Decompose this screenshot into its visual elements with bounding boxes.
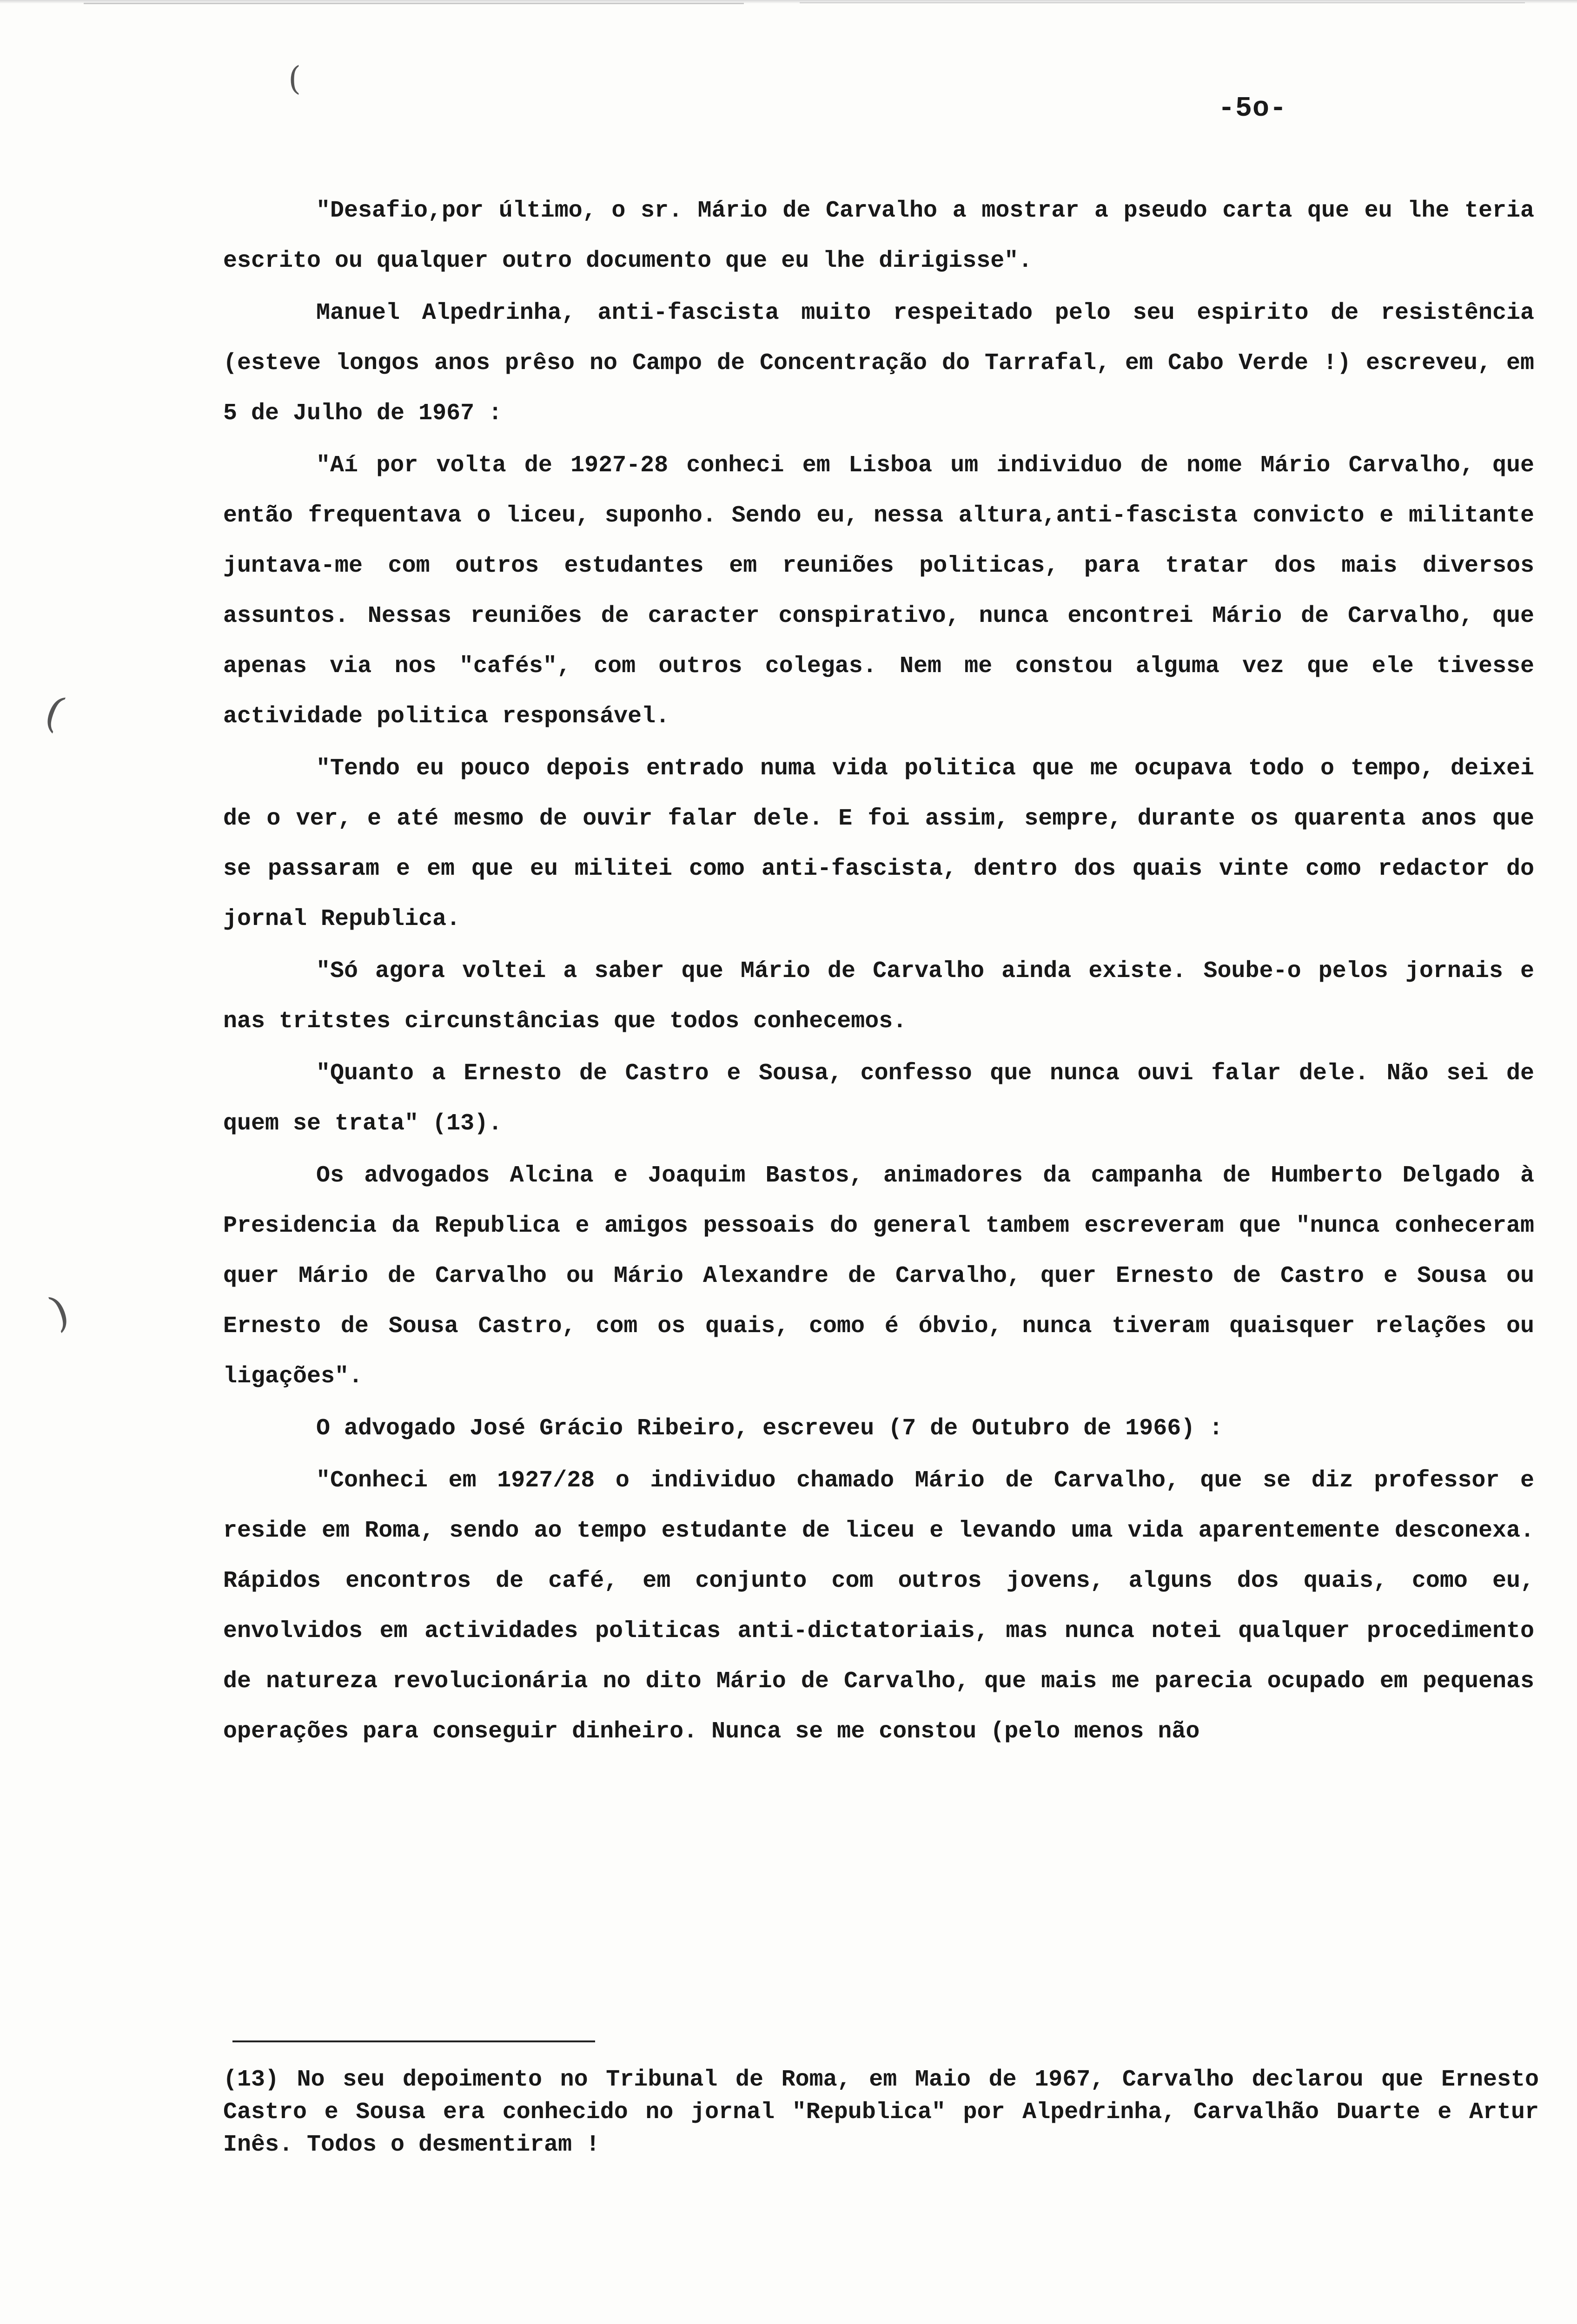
paragraph: "Aí por volta de 1927-28 conheci em Lisboa um individuo de nome Mário Carvalho, que então frequentava o liceu, suponho. Sendo eu, nessa altura,anti-fascista convicto e militante juntava-me com outros estudantes em reuniões politicas, para tratar dos mais diversos assuntos. Nessas reuniões de caracter conspirativo, nunca encontrei Mário de Carvalho, que apenas via nos "cafés", com outros colegas. Nem me constou alguma vez que ele tivesse actividade politica responsável. — [223, 452, 1534, 730]
paragraph: "Tendo eu pouco depois entrado numa vida politica que me ocupava todo o tempo, deixei de o ver, e até mesmo de ouvir falar dele. E foi assim, sempre, durante os quarenta anos que se passaram e em que eu militei como anti-fascista, dentro dos quais vinte como redactor do jornal Republica. — [223, 755, 1534, 932]
paragraph: "Só agora voltei a saber que Mário de Carvalho ainda existe. Soube-o pelos jornais e nas tritstes circunstâncias que todos conhecemos. — [223, 958, 1534, 1035]
scan-artifact-line — [800, 2, 1525, 3]
paragraph: "Desafio,por último, o sr. Mário de Carvalho a mostrar a pseudo carta que eu lhe teria escrito ou qualquer outro documento que eu lhe dirigisse". — [223, 198, 1534, 274]
body-text — [223, 186, 1534, 1759]
scan-mark: ( — [288, 59, 301, 98]
footnote: (13) No seu depoimento no Tribunal de Roma, em Maio de 1967, Carvalho declarou que Ernesto Castro e Sousa era conhecido no jornal "Republica" por Alpedrinha, Carvalhão Duarte e Artur Inês. Todos o desmentiram ! — [223, 2067, 1539, 2158]
paragraph: "Quanto a Ernesto de Castro e Sousa, confesso que nunca ouvi falar dele. Não sei de quem se trata" (13). — [223, 1060, 1534, 1137]
paragraph: Os advogados Alcina e Joaquim Bastos, animadores da campanha de Humberto Delgado à Presidencia da Republica e amigos pessoais do general tambem escreveram que "nunca conheceram quer Mário de Carvalho ou Mário Alexandre de Carvalho, quer Ernesto de Castro e Sousa ou Ernesto de Sousa Castro, com os quais, como é óbvio, nunca tiveram quaisquer relações ou ligações". — [223, 1162, 1534, 1390]
punch-hole-mark: ( — [39, 687, 71, 738]
paragraph: Manuel Alpedrinha, anti-fascista muito respeitado pelo seu espirito de resistência (esteve longos anos prêso no Campo de Concentração do Tarrafal, em Cabo Verde !) escreveu, em 5 de Julho de 1967 : — [223, 300, 1534, 427]
footnote-separator — [232, 2040, 595, 2042]
page-number: -5o- — [1218, 93, 1287, 125]
paragraph: "Conheci em 1927/28 o individuo chamado Mário de Carvalho, que se diz professor e reside em Roma, sendo ao tempo estudante de liceu e levando uma vida aparentemente desconexa. Rápidos encontros de café, em conjunto com outros jovens, alguns dos quais, como eu, envolvidos em actividades politicas anti-dictatoriais, mas nunca notei qualquer procedimento de natureza revolucionária no dito Mário de Carvalho, que mais me parecia ocupado em pequenas operações para conseguir dinheiro. Nunca se me constou (pelo menos não — [223, 1467, 1534, 1745]
paragraph: O advogado José Grácio Ribeiro, escreveu (7 de Outubro de 1966) : — [316, 1415, 1223, 1442]
punch-hole-mark: ) — [43, 1286, 76, 1338]
scan-artifact-line — [84, 3, 744, 4]
